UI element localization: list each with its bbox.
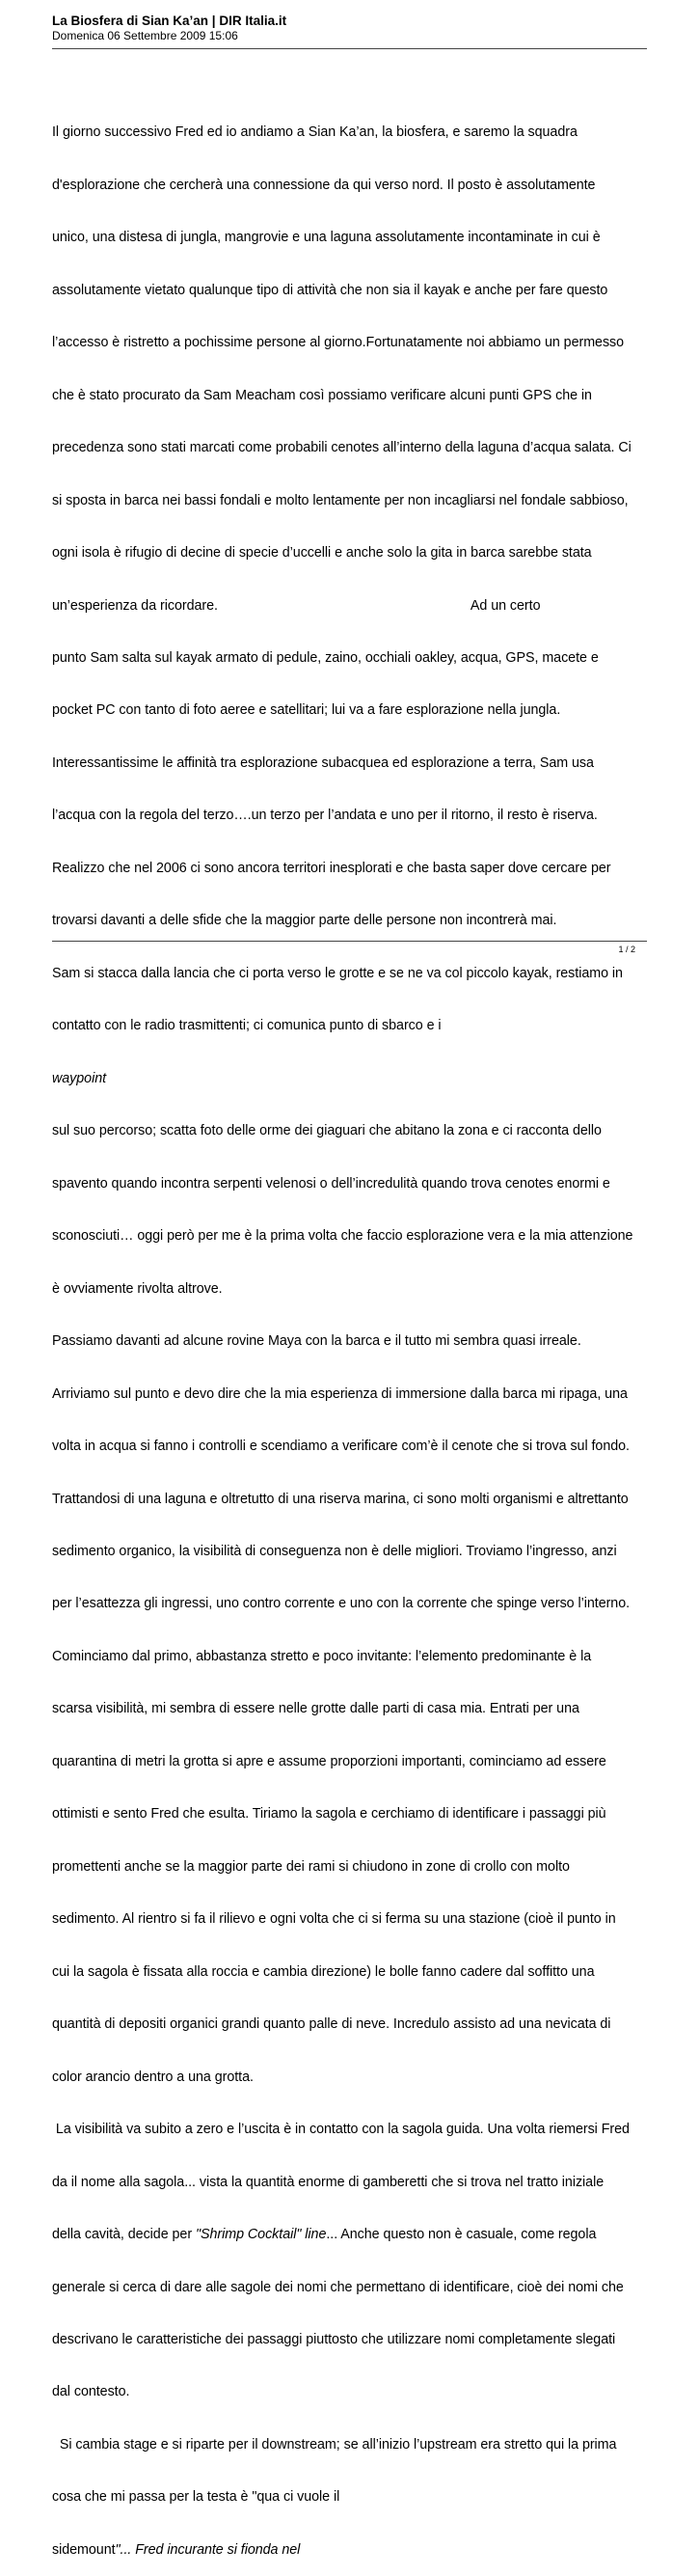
text-line: un’esperienza da ricordare. Ad un certo [52,597,541,614]
text-line: Si cambia stage e si riparte per il downstream; se all’inizio l’upstream era stretto qui la prima [52,2436,617,2453]
text-line: spavento quando incontra serpenti velenosi o dell’incredulità quando trova cenotes enormi e [52,1175,610,1192]
text-line: Passiamo davanti ad alcune rovine Maya con la barca e il tutto mi sembra quasi irreale. [52,1333,581,1350]
text-line: volta in acqua si fanno i controlli e scendiamo a verificare com’è il cenote che si trova sul fondo. [52,1439,630,1455]
header-divider [52,48,647,49]
text-line-italic: waypoint [52,1070,107,1086]
text-line: Interessantissime le affinità tra esplorazione subacquea ed esplorazione a terra, Sam usa [52,754,594,771]
text-line: d'esplorazione che cercherà una connessione da qui verso nord. Il posto è assolutamente [52,177,596,193]
text-line: descrivano le caratteristiche dei passaggi piuttosto che utilizzare nomi completamente slegati [52,2332,616,2347]
text-line: Il giorno successivo Fred ed io andiamo a Sian Ka’an, la biosfera, e saremo la squadra [52,124,578,141]
text-line: sedimento organico, la visibilità di conseguenza non è delle migliori. Troviamo l’ingresso, anzi [52,1543,617,1559]
text-line: Sam si stacca dalla lancia che ci porta verso le grotte e se ne va col piccolo kayak, restiamo in [52,965,623,981]
text-line: ogni isola è rifugio di decine di specie d’uccelli e anche solo la gita in barca sarebbe stata [52,545,592,562]
text-line: ottimisti e sento Fred che esulta. Tiriamo la sagola e cerchiamo di identificare i passaggi più [52,1806,606,1822]
text-line: scarsa visibilità, mi sembra di essere nelle grotte dalle parti di casa mia. Entrati per una [52,1701,579,1717]
text-line: l’acqua con la regola del terzo….un terzo per l’andata e uno per il ritorno, il resto è riserva. [52,808,598,824]
document-title: La Biosfera di Sian Ka’an | DIR Italia.it [52,14,287,28]
text-line: Trattandosi di una laguna e oltretutto di una riserva marina, ci sono molti organismi e altrettanto [52,1491,629,1507]
text-line: quarantina di metri la grotta si apre e assume proporzioni importanti, cominciamo ad essere [52,1753,606,1769]
document-header [52,14,647,43]
text-line [52,2226,650,2243]
text-run-italic: "... Fred incurante si fionda nel [115,2541,301,2558]
text-line: sedimento. Al rientro si fa il rilievo e ogni volta che ci si ferma su una stazione (cioè il punto in [52,1911,616,1928]
page-number: 1 / 2 [618,945,635,954]
text-line: unico, una distesa di jungla, mangrovie e una laguna assolutamente incontaminate in cui è [52,230,601,246]
text-line: color arancio dentro a una grotta. [52,2069,254,2085]
text-run: ... Anche questo non è casuale, come regola [326,2227,597,2243]
text-line: che è stato procurato da Sam Meacham così possiamo verificare alcuni punti GPS che in [52,387,592,403]
text-line: cui la sagola è fissata alla roccia e cambia direzione) le bolle fanno cadere dal soffitto una [52,1963,595,1980]
text-line: precedenza sono stati marcati come probabili cenotes all’interno della laguna d’acqua salata. Ci [52,440,632,456]
text-line: Arriviamo sul punto e devo dire che la mia esperienza di immersione dalla barca mi ripaga, una [52,1385,628,1402]
text-line: da il nome alla sagola... vista la quantità enorme di gamberetti che si trova nel tratto iniziale [52,2174,605,2190]
text-line: contatto con le radio trasmittenti; ci comunica punto di sbarco e i [52,1018,442,1034]
article-body [52,89,650,2576]
text-line: cosa che mi passa per la testa è "qua ci vuole il [52,2489,344,2506]
footer-divider [52,941,647,942]
text-line: punto Sam salta sul kayak armato di pedule, zaino, occhiali oakley, acqua, GPS, macete e [52,650,599,666]
text-line: pocket PC con tanto di foto aeree e satellitari; lui va a fare esplorazione nella jungla. [52,702,561,719]
text-line: dal contesto. [52,2384,130,2400]
text-line [52,2541,650,2559]
text-run: sidemount [52,2541,116,2558]
text-line: promettenti anche se la maggior parte dei rami si chiudono in zone di crollo con molto [52,1858,570,1875]
text-run: della cavità, decide per [52,2227,196,2243]
text-line: sconosciuti… oggi però per me è la prima volta che faccio esplorazione vera e la mia attenzione [52,1228,633,1245]
document-date: Domenica 06 Settembre 2009 15:06 [52,29,238,42]
text-line: La visibilità va subito a zero e l’uscita è in contatto con la sagola guida. Una volta riemersi Fred [52,2122,630,2138]
text-line: si sposta in barca nei bassi fondali e molto lentamente per non incagliarsi nel fondale sabbioso, [52,492,629,508]
text-line: trovarsi davanti a delle sfide che la maggior parte delle persone non incontrerà mai. [52,913,557,929]
text-run-italic: "Shrimp Cocktail" line [195,2227,327,2243]
text-line: quantità di depositi organici grandi quanto palle di neve. Incredulo assisto ad una nevicata di [52,2016,611,2033]
text-line: è ovviamente rivolta altrove. [52,1280,223,1297]
text-line: sul suo percorso; scatta foto delle orme dei giaguari che abitano la zona e ci racconta dello [52,1123,602,1139]
text-line: Cominciamo dal primo, abbastanza stretto e poco invitante: l’elemento predominante è la [52,1648,592,1664]
text-line: per l’esattezza gli ingressi, uno contro corrente e uno con la corrente che spinge verso l’interno. [52,1596,631,1612]
text-line: l’accesso è ristretto a pochissime persone al giorno.Fortunatamente noi abbiamo un permesso [52,335,625,351]
text-line: Realizzo che nel 2006 ci sono ancora territori inesplorati e che basta saper dove cercare per [52,860,611,876]
text-line: assolutamente vietato qualunque tipo di attività che non sia il kayak e anche per fare questo [52,282,608,298]
text-line: generale si cerca di dare alle sagole dei nomi che permettano di identificare, cioè dei nomi che [52,2279,624,2295]
